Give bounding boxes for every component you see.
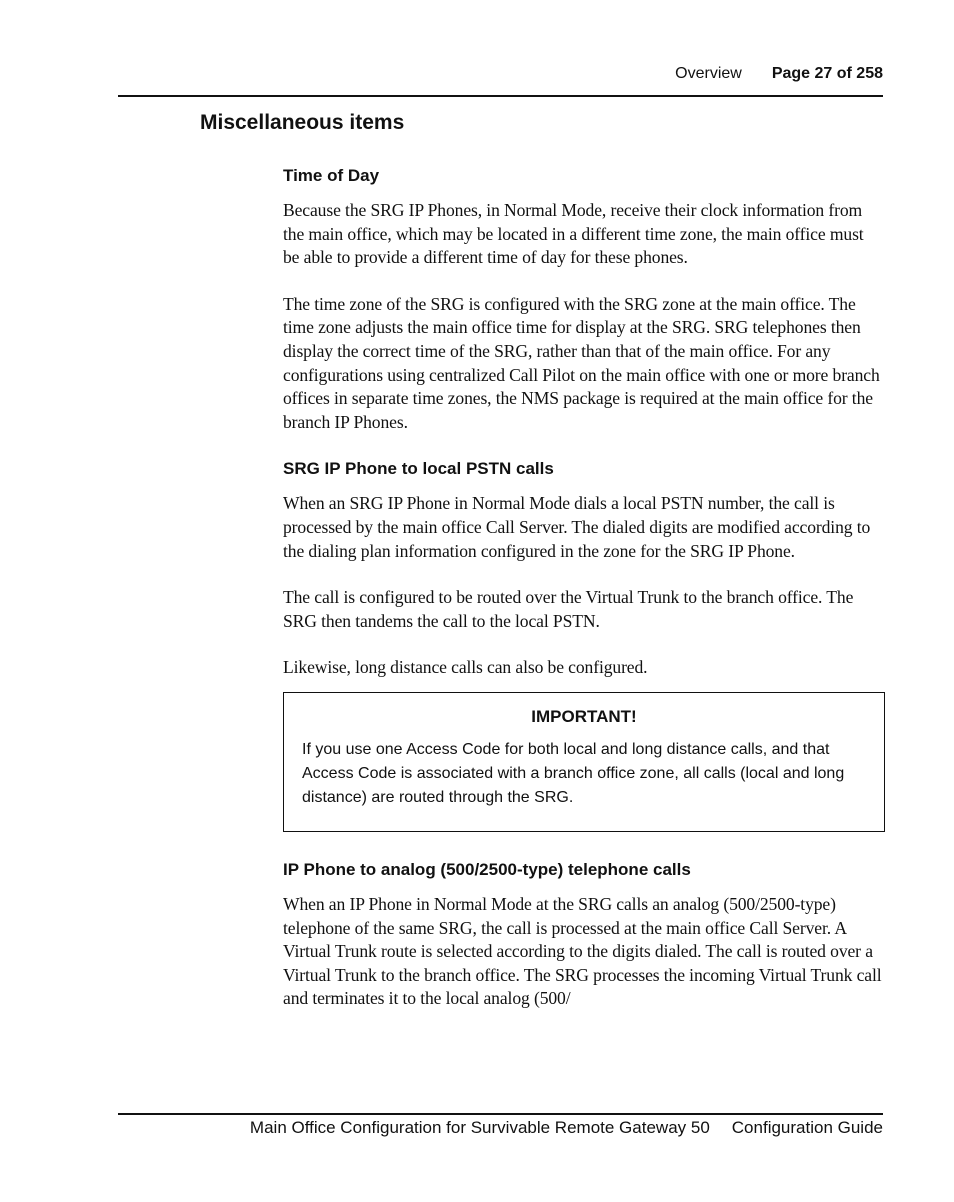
main-content xyxy=(283,164,883,1034)
paragraph: The time zone of the SRG is configured with the SRG zone at the main office. The time zone adjusts the main office time for display at the SRG. SRG telephones then display the correct time of the SRG, rather than that of the main office. For any configurations using centralized Call Pilot on the main office with one or more branch offices in separate time zones, the NMS package is required at the main office for the branch IP Phones. xyxy=(283,293,880,432)
important-note-text: If you use one Access Code for both local and long distance calls, and that Access Code is associated with a branch office zone, all calls (local and long distance) are routed through the SRG. xyxy=(302,740,845,806)
paragraph: When an IP Phone in Normal Mode at the SRG calls an analog (500/2500-type) telephone of the same SRG, the call is processed at the main office Call Server. A Virtual Trunk route is selected according to the digits dialed. The call is routed over a Virtual Trunk to the branch office. The SRG processes the incoming Virtual Trunk call and terminates it to the local analog (500/ xyxy=(283,893,882,1009)
paragraph: Likewise, long distance calls can also be configured. xyxy=(283,657,648,678)
section-analog-telephone-calls xyxy=(283,858,883,1011)
paragraph: The call is configured to be routed over the Virtual Trunk to the branch office. The SRG then tandems the call to the local PSTN. xyxy=(283,587,854,631)
header-section-name: Overview xyxy=(675,65,742,82)
section-time-of-day xyxy=(283,164,883,434)
section-title: SRG IP Phone to local PSTN calls xyxy=(283,459,554,479)
paragraph: When an SRG IP Phone in Normal Mode dials a local PSTN number, the call is processed by the main office Call Server. The dialed digits are modified according to the dialing plan information configured in the zone for the SRG IP Phone. xyxy=(283,493,871,561)
header-rule xyxy=(118,95,883,97)
section-local-pstn-calls xyxy=(283,457,883,832)
footer-guide-name: Configuration Guide xyxy=(731,1118,883,1137)
section-title: IP Phone to analog (500/2500-type) telephone calls xyxy=(283,859,691,879)
paragraph: Because the SRG IP Phones, in Normal Mode, receive their clock information from the main office, which may be located in a different time zone, the main office must be able to provide a different time of day for these phones. xyxy=(283,200,864,268)
page-header xyxy=(675,65,883,83)
page-heading: Miscellaneous items xyxy=(200,111,405,134)
footer-document-title: Main Office Configuration for Survivable Remote Gateway 50 xyxy=(249,1118,710,1137)
page-footer xyxy=(250,1118,883,1138)
header-page-number: Page 27 of 258 xyxy=(771,65,883,82)
section-title: Time of Day xyxy=(283,166,380,185)
footer-rule xyxy=(118,1113,883,1115)
important-note-title: IMPORTANT! xyxy=(531,706,637,726)
important-note-box xyxy=(283,692,885,832)
